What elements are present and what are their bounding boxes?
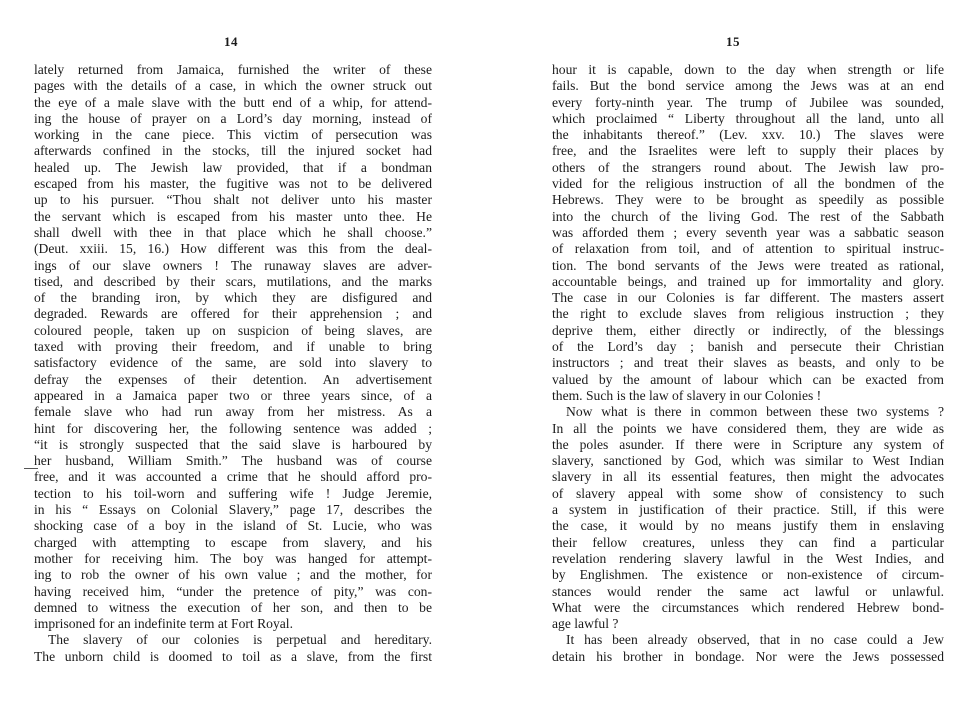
text-line: the eye of a male slave with the butt end of a whip, for attend-: [34, 94, 432, 110]
right-page: [490, 0, 980, 714]
text-line: tion. The bond servants of the Jews were treated as rational,: [552, 257, 944, 273]
text-line: shall dwell with thee in that place which he shall choose.”: [34, 224, 432, 240]
text-line: revelation rendering slavery lawful in the West Indies, and: [552, 550, 944, 566]
text-line: of the Lord’s day ; banish and persecute their Christian: [552, 339, 944, 355]
text-line: degraded. Rewards are offered for their apprehension ; and: [34, 306, 432, 322]
text-line: which proclaimed “ Liberty throughout all the land, unto all: [552, 110, 944, 126]
text-line: others of the strangers round about. The Jewish law pro-: [552, 159, 944, 175]
text-line: free, and the Israelites were left to supply their places by: [552, 143, 944, 159]
text-line: hint for discovering her, the following sentence was added ;: [34, 420, 432, 436]
text-line: of relaxation from toil, and of attention to spiritual instruc-: [552, 241, 944, 257]
text-body: [34, 62, 432, 665]
text-line: having received him, “under the pretence of pity,” was con-: [34, 583, 432, 599]
text-line: tection to his toil-worn and suffering wife ! Judge Jeremie,: [34, 485, 432, 501]
text-line: “it is strongly suspected that the said slave is harboured by: [34, 436, 432, 452]
text-line: The case in our Colonies is far different. The masters assert: [552, 290, 944, 306]
text-line: of slavery appeal with some show of consistency to such: [552, 485, 944, 501]
text-line: satisfactory evidence of the same, are sold into slavery to: [34, 355, 432, 371]
text-line: into the church of the living God. The rest of the Sabbath: [552, 208, 944, 224]
text-line: charged with attempting to escape from slavery, and his: [34, 534, 432, 550]
text-line: appeared in a Jamaica paper two or three years since, of a: [34, 387, 432, 403]
text-line: afterwards confined in the stocks, till the injured socket had: [34, 143, 432, 159]
text-line: instructors ; and treat their slaves as beasts, and only to be: [552, 355, 944, 371]
text-line: every forty-ninth year. The trump of Jubilee was sounded,: [552, 94, 944, 110]
text-line: imprisoned for an indefinite term at Fort Royal.: [34, 616, 293, 632]
text-line: of the branding iron, by which they are disfigured and: [34, 290, 432, 306]
text-line: shocking case of a boy in the island of St. Lucie, who was: [34, 518, 432, 534]
text-line: up to his pursuer. “Thou shalt not deliver unto his master: [34, 192, 432, 208]
text-line: slavery in all its essential features, then might the advocates: [552, 469, 944, 485]
text-line: healed up. The Jewish law provided, that if a bondman: [34, 159, 432, 175]
text-line: working in the cane piece. This victim of persecution was: [34, 127, 432, 143]
text-line: a system in justification of their practice. Still, if this were: [552, 502, 944, 518]
text-line: ing to rob the owner of his own value ; and the mother, for: [34, 567, 432, 583]
text-line: (Deut. xxiii. 15, 16.) How different was this from the deal-: [34, 241, 432, 257]
text-line: the right to exclude slaves from religious instruction ; they: [552, 306, 944, 322]
text-line: stances would render the same act lawful or unlawful.: [552, 583, 944, 599]
page-number: 15: [726, 34, 740, 49]
text-line: lately returned from Jamaica, furnished the writer of these: [34, 62, 432, 77]
text-line: accountable beings, and trained up for immortality and glory.: [552, 273, 944, 289]
text-body: [552, 62, 944, 665]
text-line: taxed with proving their freedom, and if unable to bring: [34, 339, 432, 355]
text-line: her husband, William Smith.” The husband was of course: [34, 453, 432, 469]
text-line: the inhabitants thereof.” (Lev. xxv. 10.) The slaves were: [552, 127, 944, 143]
text-line: tised, and described by their scars, mutilations, and the marks: [34, 273, 432, 289]
text-line: by Englishmen. The existence or non-existence of circum-: [552, 567, 944, 583]
text-line: mother for receiving him. The boy was hanged for attempt-: [34, 550, 432, 566]
page-number: 14: [224, 34, 238, 49]
text-line: escaped from his master, the fugitive was not to be delivered: [34, 176, 432, 192]
text-line: slavery, sanctioned by God, which was similar to West Indian: [552, 453, 944, 469]
margin-mark: [24, 468, 38, 469]
text-line: It has been already observed, that in no case could a Jew: [566, 632, 944, 648]
text-line: in his “ Essays on Colonial Slavery,” page 17, describes the: [34, 502, 432, 518]
text-line: them. Such is the law of slavery in our Colonies !: [552, 387, 822, 403]
text-line: Now what is there in common between these two systems ?: [566, 404, 944, 420]
text-line: ing the house of prayer on a Lord’s day morning, instead of: [34, 110, 432, 126]
text-line: detain his brother in bondage. Nor were the Jews possessed: [552, 648, 944, 664]
text-line: vided for the religious instruction of all the bondmen of the: [552, 176, 944, 192]
text-line: ings of our slave owners ! The runaway slaves are adver-: [34, 257, 432, 273]
text-line: hour it is capable, down to the day when strength or life: [552, 62, 944, 77]
text-line: age lawful ?: [552, 616, 619, 632]
text-line: was afforded them ; every seventh year was a sabbatic season: [552, 224, 944, 240]
text-line: female slave who had run away from her mistress. As a: [34, 404, 432, 420]
text-line: defray the expenses of their detention. An advertisement: [34, 371, 432, 387]
text-line: The slavery of our colonies is perpetual and hereditary.: [48, 632, 432, 648]
text-line: the servant which is escaped from his master unto thee. He: [34, 208, 432, 224]
text-line: free, and it was accounted a crime that he should afford pro-: [34, 469, 432, 485]
text-line: What were the circumstances which rendered Hebrew bond-: [552, 599, 944, 615]
text-line: Hebrews. They were to be brought as speedily as possible: [552, 192, 944, 208]
text-line: The unborn child is doomed to toil as a slave, from the first: [34, 648, 432, 664]
text-line: valued by the amount of labour which can be exacted from: [552, 371, 944, 387]
text-line: coloured people, taken up on suspicion of being slaves, are: [34, 322, 432, 338]
text-line: the poles asunder. If there were in Scripture any system of: [552, 436, 944, 452]
text-line: their fellow creatures, unless they can find a particular: [552, 534, 944, 550]
text-line: pages with the details of a case, in which the owner struck out: [34, 78, 432, 94]
text-line: deprive them, either directly or indirectly, of the blessings: [552, 322, 944, 338]
text-line: the case, it would by no means justify them in enslaving: [552, 518, 944, 534]
text-line: fails. But the bond service among the Jews was at an end: [552, 78, 944, 94]
text-line: demned to witness the execution of her son, and then to be: [34, 599, 432, 615]
text-line: In all the points we have considered them, they are wide as: [552, 420, 944, 436]
